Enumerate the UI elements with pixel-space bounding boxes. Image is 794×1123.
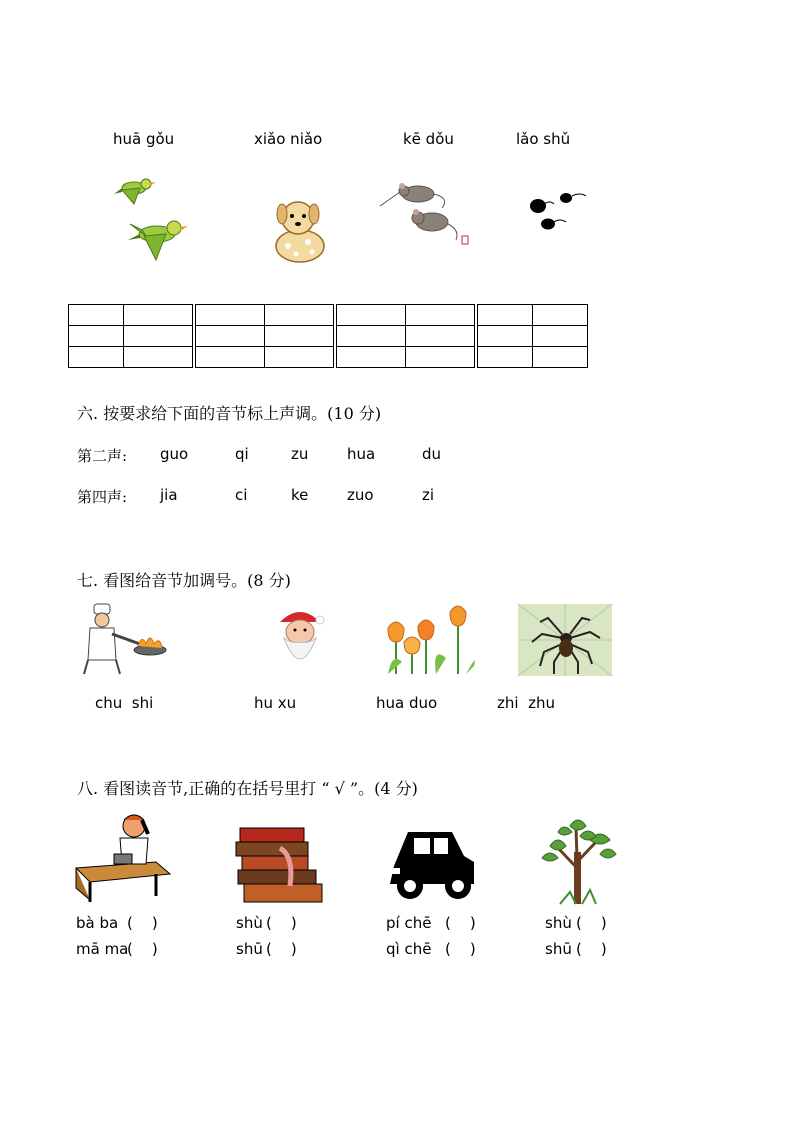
grid-cell[interactable] [194,347,265,368]
syllable[interactable]: ke [291,486,309,504]
section7-title: 七. 看图给音节加调号。(8 分) [77,571,291,590]
option-mama: mā ma [76,940,129,958]
syllable[interactable]: ci [235,486,248,504]
syllable[interactable]: zuo [347,486,374,504]
syllable[interactable]: qi [235,445,249,463]
row2-label: 第四声: [77,488,128,506]
grid-row [69,347,588,368]
section6-title: 六. 按要求给下面的音节标上声调。(10 分) [77,404,382,423]
answer-paren[interactable]: ( ) [127,940,158,958]
tadpole-icon [530,199,554,213]
dog-icon [268,196,332,266]
bearded-man-icon [270,608,330,674]
grid-cell[interactable] [335,326,406,347]
mice-illustration [380,178,470,248]
chef-icon [76,604,172,674]
word-laoshu: lǎo shǔ [516,130,571,148]
bird-large-icon [128,221,188,260]
word-kedou: kē dǒu [403,130,454,148]
answer-paren[interactable]: ( ) [576,914,607,932]
answer-paren[interactable]: ( ) [445,914,476,932]
flowers-icon [382,602,480,676]
grid-cell[interactable] [124,347,195,368]
birds-illustration [112,176,192,266]
grid-cell[interactable] [533,347,588,368]
option-qiche: qì chē [386,940,432,958]
books-icon [234,826,324,908]
grid-row [69,305,588,326]
mouse-icon [412,209,457,240]
seal-icon [462,236,468,244]
grid-cell[interactable] [124,326,195,347]
telephone-man-icon [76,812,172,904]
row1-label: 第二声: [77,447,128,465]
option-piche: pí chē [386,914,432,932]
grid-cell[interactable] [265,305,336,326]
tree-icon [540,818,618,906]
word-zhizhu[interactable]: zhi zhu [497,694,555,712]
mouse-icon [380,183,445,208]
grid-cell[interactable] [406,347,477,368]
tadpole-icon [541,219,566,230]
grid-cell[interactable] [69,347,124,368]
grid-cell[interactable] [69,326,124,347]
syllable[interactable]: zu [291,445,309,463]
syllable[interactable]: zi [422,486,435,504]
grid-cell[interactable] [265,347,336,368]
option-shu1-tree: shū [545,940,572,958]
option-shu4: shù [236,914,263,932]
option-shu4-tree: shù [545,914,572,932]
grid-cell[interactable] [533,326,588,347]
grid-cell[interactable] [476,305,533,326]
word-huxu[interactable]: hu xu [254,694,297,712]
grid-cell[interactable] [476,347,533,368]
section8-title: 八. 看图读音节,正确的在括号里打 “ √ ”。(4 分) [77,779,418,798]
grid-cell[interactable] [335,347,406,368]
writing-grid [68,304,588,368]
bird-small-icon [114,179,156,204]
word-huagou: huā gǒu [113,130,175,148]
syllable[interactable]: jia [160,486,178,504]
answer-paren[interactable]: ( ) [266,914,297,932]
grid-cell[interactable] [476,326,533,347]
grid-cell[interactable] [194,326,265,347]
grid-cell[interactable] [406,326,477,347]
grid-cell[interactable] [194,305,265,326]
syllable[interactable]: hua [347,445,376,463]
grid-cell[interactable] [69,305,124,326]
word-chushi[interactable]: chu shi [95,694,154,712]
syllable[interactable]: guo [160,445,189,463]
answer-paren[interactable]: ( ) [576,940,607,958]
grid-cell[interactable] [533,305,588,326]
car-icon [386,826,476,902]
grid-row [69,326,588,347]
grid-cell[interactable] [124,305,195,326]
option-baba: bà ba [76,914,119,932]
answer-paren[interactable]: ( ) [445,940,476,958]
spider-icon [518,604,612,676]
answer-paren[interactable]: ( ) [127,914,158,932]
answer-paren[interactable]: ( ) [266,940,297,958]
grid-cell[interactable] [265,326,336,347]
word-xiaoniao: xiǎo niǎo [254,130,323,148]
syllable[interactable]: du [422,445,442,463]
word-huaduo[interactable]: hua duo [376,694,438,712]
grid-cell[interactable] [335,305,406,326]
tadpoles-illustration [526,190,590,236]
tadpole-icon [560,193,586,203]
grid-cell[interactable] [406,305,477,326]
option-shu1: shū [236,940,263,958]
